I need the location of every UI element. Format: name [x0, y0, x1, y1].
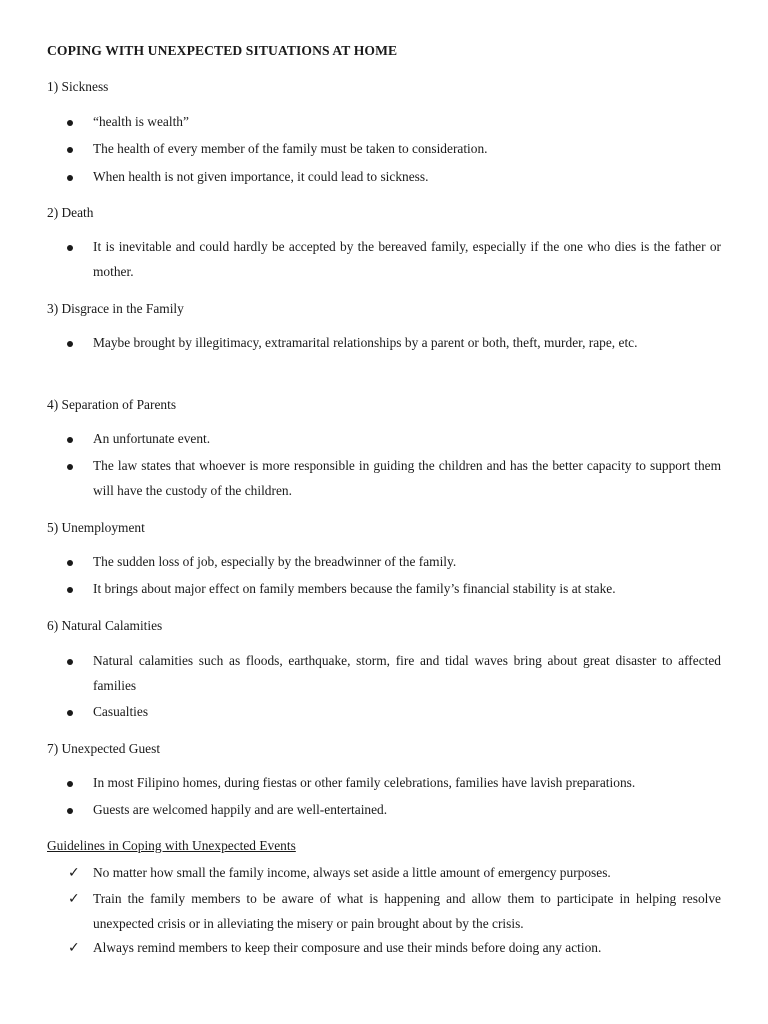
list-item: The law states that whoever is more responsible in guiding the children and has the better capacity to support them will have the custody of the children.	[93, 458, 721, 498]
bullet-icon	[67, 437, 73, 443]
bullet-icon	[67, 781, 73, 787]
guideline-item: Always remind members to keep their composure and use their minds before doing any action.	[93, 940, 602, 955]
guidelines-title: Guidelines in Coping with Unexpected Events	[47, 838, 296, 853]
guideline-item: Train the family members to be aware of what is happening and allow them to participate in helping resolve unexpected crisis or in alleviating the misery or pain brought about by the crisis.	[93, 891, 721, 931]
bullet-icon	[67, 120, 73, 126]
checkmark-icon: ✓	[68, 865, 80, 881]
bullet-icon	[67, 808, 73, 814]
list-item: The sudden loss of job, especially by the breadwinner of the family.	[93, 554, 457, 569]
bullet-icon	[67, 560, 73, 566]
bullet-icon	[67, 587, 73, 593]
document-title: COPING WITH UNEXPECTED SITUATIONS AT HOME	[47, 43, 398, 58]
list-item: “health is wealth”	[93, 114, 189, 129]
bullet-icon	[67, 245, 73, 251]
list-item: It is inevitable and could hardly be accepted by the bereaved family, especially if the one who dies is the father or mother.	[93, 239, 721, 279]
section-heading-calamities: 6) Natural Calamities	[47, 618, 163, 633]
list-item: The health of every member of the family must be taken to consideration.	[93, 141, 488, 156]
bullet-icon	[67, 341, 73, 347]
list-item: It brings about major effect on family members because the family’s financial stability is at stake.	[93, 581, 616, 596]
list-item: Guests are welcomed happily and are well-entertained.	[93, 802, 388, 817]
section-heading-disgrace: 3) Disgrace in the Family	[47, 301, 184, 316]
bullet-icon	[67, 659, 73, 665]
bullet-icon	[67, 464, 73, 470]
bullet-icon	[67, 710, 73, 716]
section-heading-sickness: 1) Sickness	[47, 79, 109, 94]
list-item: Maybe brought by illegitimacy, extramarital relationships by a parent or both, theft, murder, rape, etc.	[93, 335, 638, 350]
list-item: In most Filipino homes, during fiestas or other family celebrations, families have lavish preparations.	[93, 775, 636, 790]
list-item: Casualties	[93, 704, 149, 719]
checkmark-icon: ✓	[68, 940, 80, 956]
guideline-item: No matter how small the family income, always set aside a little amount of emergency purposes.	[93, 865, 611, 880]
list-item: An unfortunate event.	[93, 431, 211, 446]
checkmark-icon: ✓	[68, 891, 80, 907]
bullet-icon	[67, 175, 73, 181]
section-heading-guest: 7) Unexpected Guest	[47, 741, 161, 756]
list-item: When health is not given importance, it could lead to sickness.	[93, 169, 429, 184]
bullet-icon	[67, 147, 73, 153]
section-heading-separation: 4) Separation of Parents	[47, 397, 177, 412]
section-heading-unemployment: 5) Unemployment	[47, 520, 145, 535]
list-item: Natural calamities such as floods, earthquake, storm, fire and tidal waves bring about great disaster to affected families	[93, 653, 721, 693]
section-heading-death: 2) Death	[47, 205, 94, 220]
